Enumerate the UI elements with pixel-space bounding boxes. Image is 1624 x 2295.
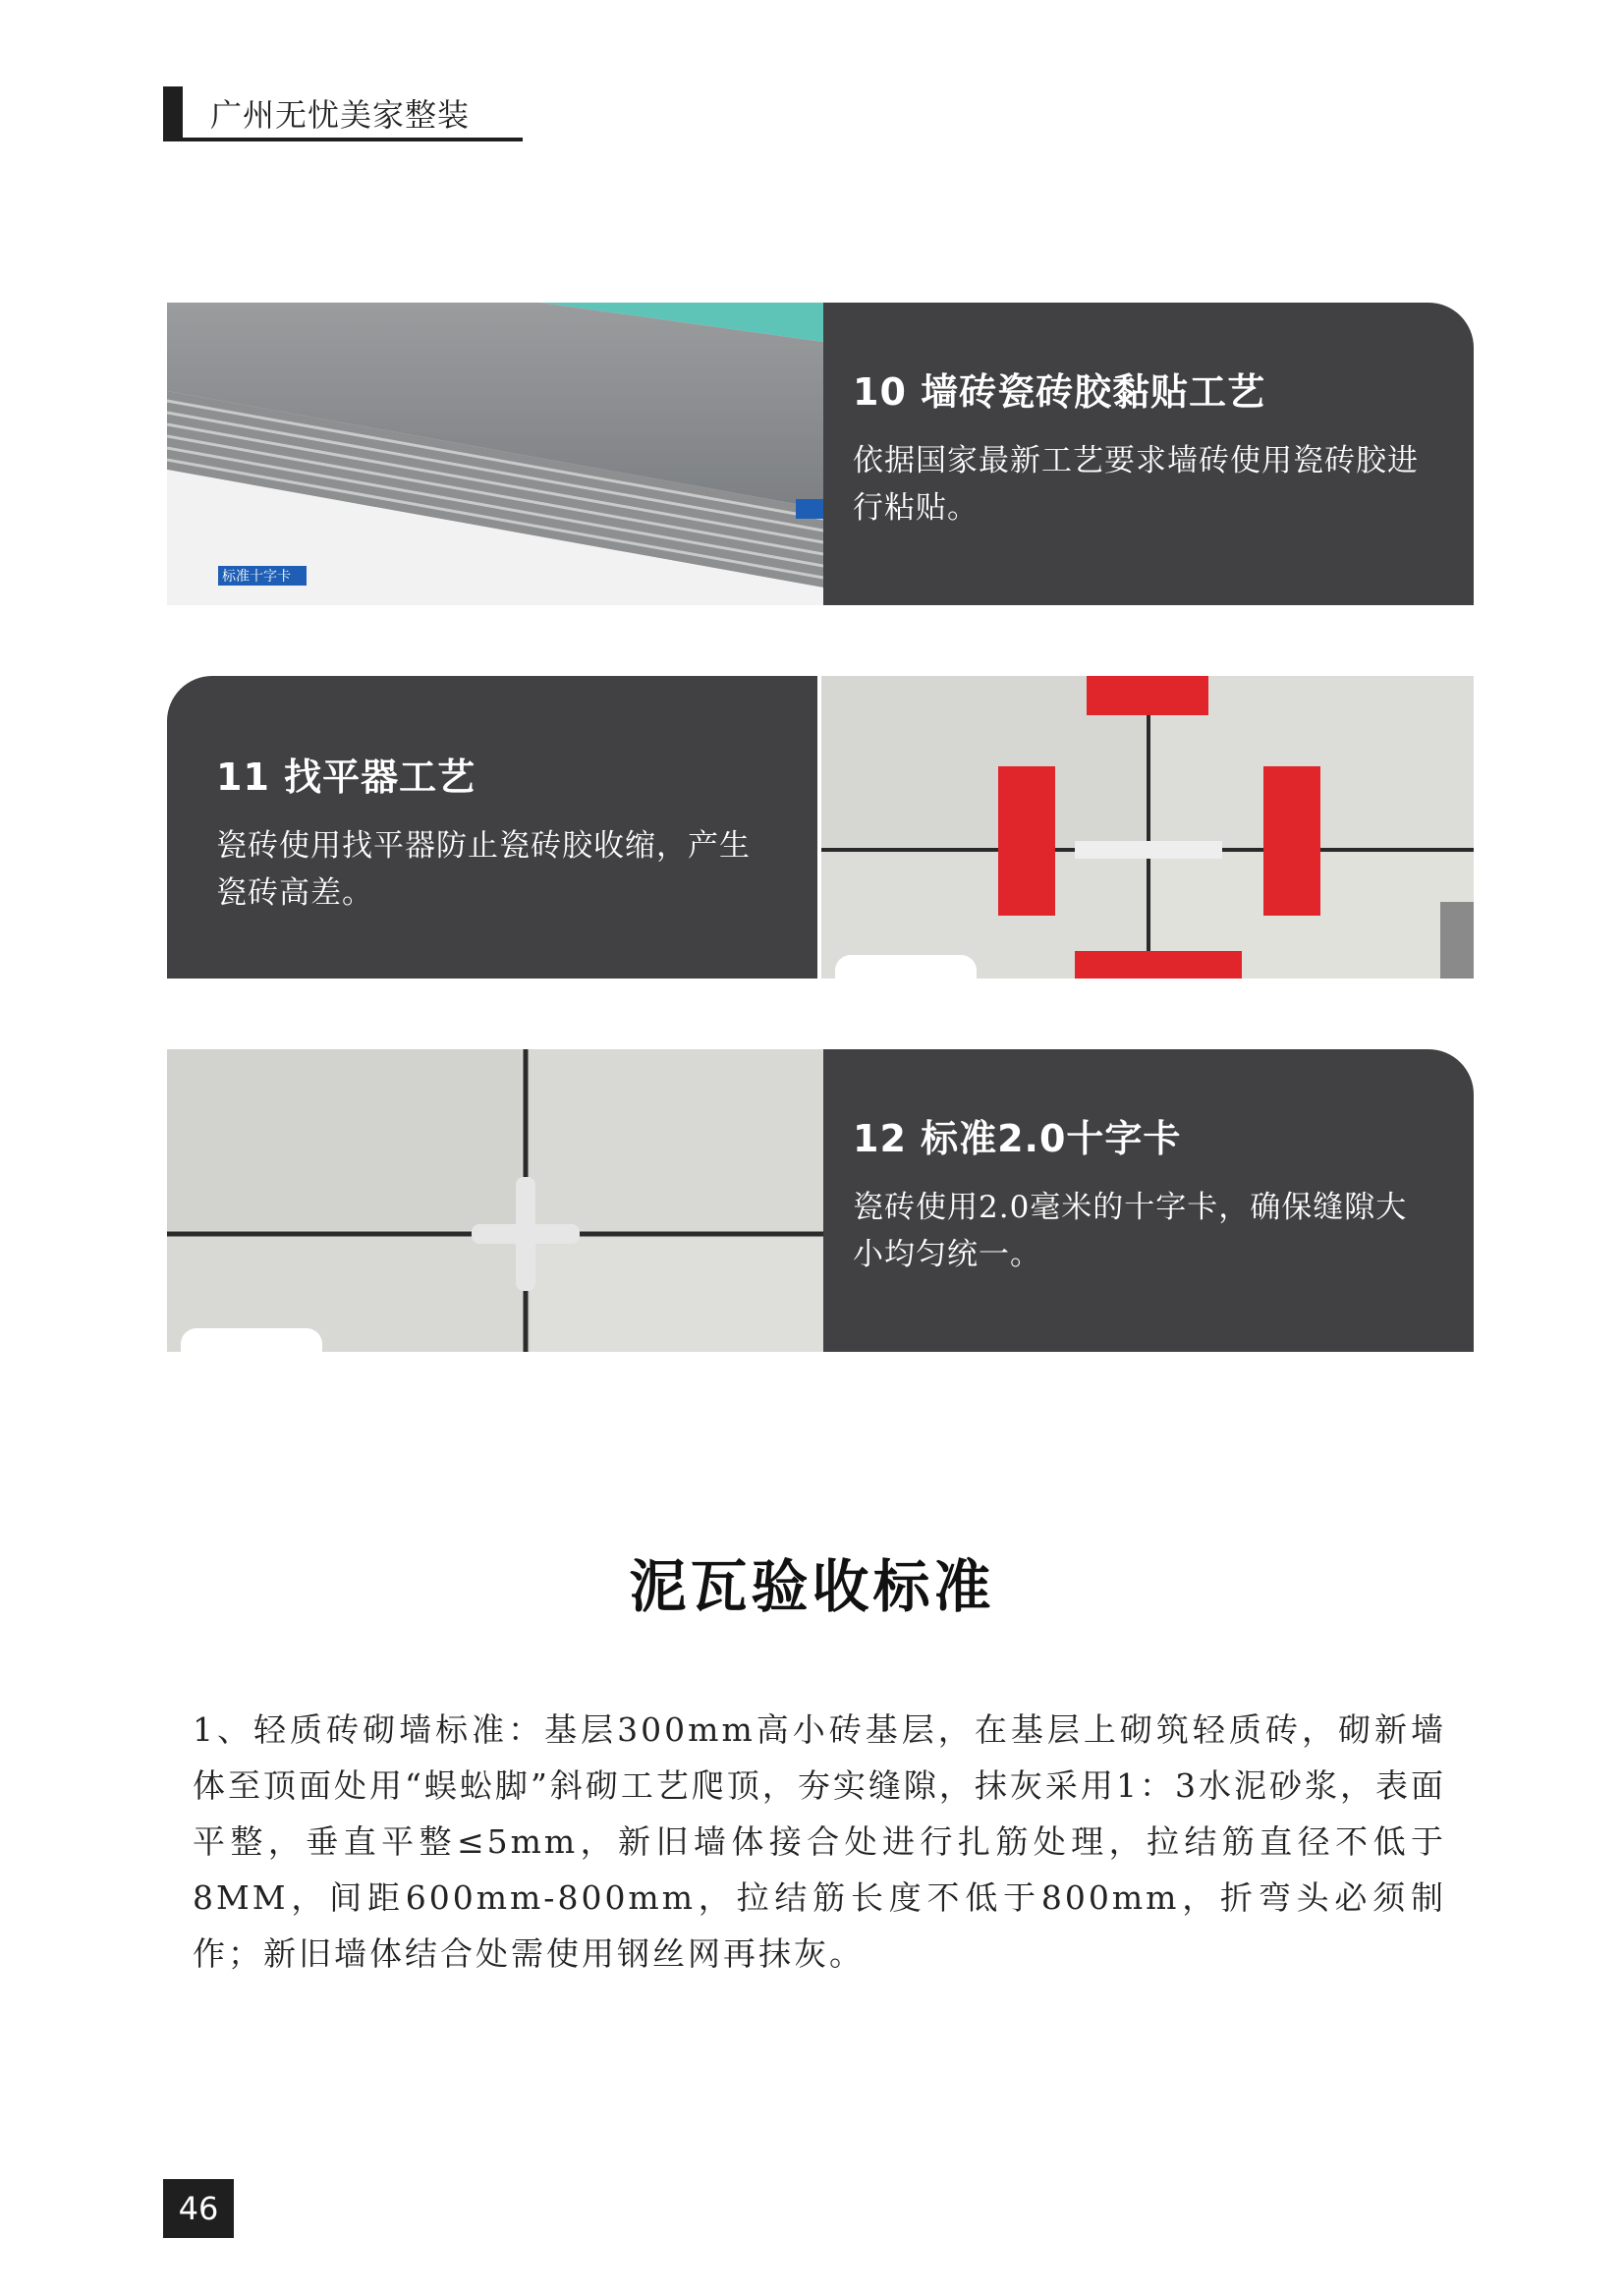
card-leveler — [167, 676, 1474, 979]
card-panel — [823, 303, 1474, 605]
header-underline — [163, 138, 523, 141]
card-title: 12 标准2.0十字卡 — [853, 1117, 1182, 1160]
card-panel — [167, 676, 817, 979]
card-title: 11 找平器工艺 — [216, 756, 476, 799]
header-bar — [163, 86, 183, 141]
section-body: 1、轻质砖砌墙标准：基层300mm高小砖基层，在基层上砌筑轻质砖，砌新墙体至顶面处用“蜈蚣脚”斜砌工艺爬顶，夯实缝隙，抹灰采用1：3水泥砂浆，表面平整，垂直平整≤5mm，新旧墙体接合处进行扎筋处理，拉结筋直径不低于8MM，间距600mm-800mm，拉结筋长度不低于800mm，折弯头必须制作；新旧墙体结合处需使用钢丝网再抹灰。 — [193, 1710, 1446, 1973]
card-tile-adhesive — [167, 303, 1474, 605]
card-title: 10 墙砖瓷砖胶黏贴工艺 — [853, 370, 1266, 414]
photo-tile-adhesive — [167, 303, 823, 605]
photo-leveler — [821, 676, 1474, 979]
card-cross-spacer — [167, 1049, 1474, 1352]
card-panel — [823, 1049, 1474, 1352]
page-header — [163, 86, 523, 141]
card-description: 依据国家最新工艺要求墙砖使用瓷砖胶进行粘贴。 — [853, 443, 1419, 526]
section-title: 泥瓦验收标准 — [629, 1553, 995, 1620]
card-description: 瓷砖使用2.0毫米的十字卡，确保缝隙大小均匀统一。 — [853, 1190, 1408, 1272]
photo-cross-spacer — [167, 1049, 823, 1352]
header-title: 广州无忧美家整装 — [210, 96, 471, 134]
card-description: 瓷砖使用找平器防止瓷砖胶收缩，产生瓷砖高差。 — [216, 828, 751, 911]
photo-label: 标准十字卡 — [222, 569, 291, 585]
page-number: 46 — [163, 2179, 234, 2238]
